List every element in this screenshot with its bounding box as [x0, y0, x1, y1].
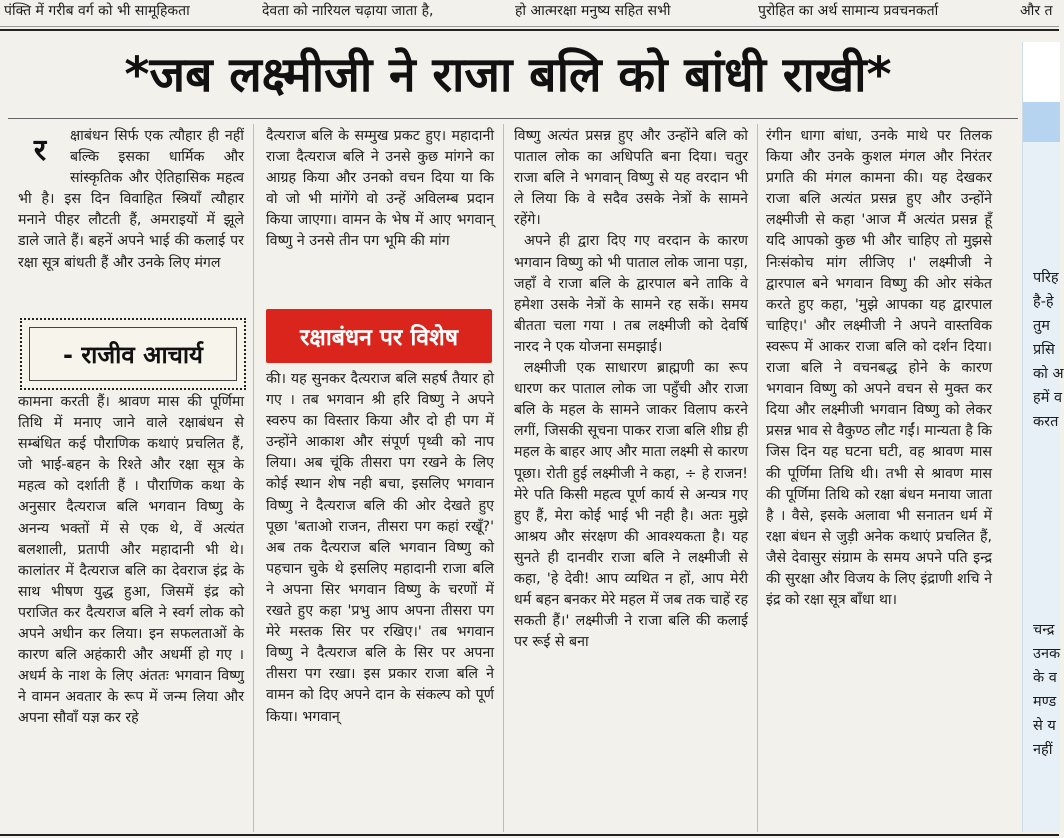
strip-text-2: देवता को नारियल चढ़ाया जाता है,: [262, 3, 434, 19]
headline-rule: [8, 118, 1018, 119]
sidebar-fragment: चन्द्र: [1033, 622, 1055, 638]
sidebar-fragment: के व: [1033, 670, 1057, 686]
byline-author: - राजीव आचार्य: [63, 340, 203, 369]
previous-article-strip: [0, 0, 1059, 27]
column-1-bottom: [18, 392, 244, 832]
strip-text-3: हो आत्मरक्षा मनुष्य सहित सभी: [515, 3, 671, 19]
column-2-top: [266, 126, 494, 296]
strip-text-4: पुरोहित का अर्थ सामान्य प्रवचनकर्ता: [758, 3, 939, 19]
sidebar-fragment: को अ: [1033, 366, 1064, 382]
sidebar-fragment: उनक: [1033, 646, 1061, 662]
column-3-para-2: अपने ही द्वारा दिए गए वरदान के कारण भगवान विष्णु को भी पाताल लोक जाना पड़ा, जहाँ वे राजा बलि के द्वारपाल बने ताकि वे हमेशा उसके नेत्रों के सामने रह सकें। समय बीतता चला गया । तब लक्ष्मीजी को देवर्षि नारद ने एक योजना समझाई।: [514, 233, 748, 355]
top-rule: [0, 29, 1059, 31]
byline-frame: [29, 327, 237, 381]
sidebar-fragment: प्रसि: [1033, 342, 1055, 358]
byline-box: [20, 318, 246, 390]
column-2-bottom: [266, 369, 494, 833]
headline: *जब लक्ष्मीजी ने राजा बलि को बांधी राखी*: [124, 47, 892, 103]
column-4-para-1: रंगीन धागा बांधा, उनके माथे पर तिलक किया और उनके कुशल मंगल और निरंतर प्रगति की मंगल कामना की। यह देखकर राजा बलि अत्यंत प्रसन्न हुए और उन्होंने लक्ष्मीजी से कहा 'आज मैं अत्यंत प्रसन्न हूँ यदि आपको कुछ भी और चाहिए तो मुझसे निःसंकोच मांग लीजिए ।' लक्ष्मीजी ने द्वारपाल बने भगवान विष्णु की ओर संकेत करते हुए कहा, 'मुझे आपका यह द्वारपाल चाहिए।' और लक्ष्मीजी ने अपने वास्तविक स्वरूप में आकर राजा बलि को दर्शन दिया। राजा बलि ने वचनबद्ध होने के कारण भगवान विष्णु को अपने वचन से मुक्त कर दिया और लक्ष्मीजी भगवान विष्णु को लेकर प्रसन्न भाव से वैकुण्ठ लौट गईं। मान्यता है कि जिस दिन यह घटना घटी, वह श्रावण मास की पूर्णिमा तिथि थी। तभी से श्रावण मास की पूर्णिमा तिथि को रक्षा बंधन मनाया जाता है । वैसे, इसके अलावा भी सनातन धर्म में रक्षा बंधन से जुड़ी अनेक कथाएं प्रचलित हैं, जैसे देवासुर संग्राम के समय अपने पति इन्द्र की सुरक्षा और विजय के लिए इंद्राणी शचि ने इंद्र को रक्षा सूत्र बाँधा था।: [766, 128, 992, 609]
column-1-top-text: क्षाबंधन सिर्फ एक त्यौहार ही नहीं बल्कि इसका धार्मिक और सांस्कृतिक और ऐतिहासिक महत्व भी है। इस दिन विवाहित स्त्रियाँ त्यौहार मनाने पीहर लौटती हैं, अमराइयों में झूले डाले जाते हैं। बहनें अपने भाई की कलाई पर रक्षा सूत्र बांधती हैं और उनके लिए मंगल: [18, 128, 244, 271]
sidebar-fragment: परिह: [1033, 270, 1059, 286]
sidebar-fragment: तुम: [1033, 318, 1050, 334]
column-divider: [757, 124, 758, 832]
column-3-para-1: विष्णु अत्यंत प्रसन्न हुए और उन्होंने बलि को पाताल लोक का अधिपति बना दिया। चतुर राजा बलि ने भगवान् विष्णु से यह वरदान भी ले लिया कि वे सदैव उसके नेत्रों के सामने रहेंगे।: [514, 128, 748, 229]
drop-cap: र: [33, 133, 47, 168]
column-3: [514, 126, 748, 832]
strip-text-5: और त: [1020, 3, 1053, 19]
column-1-top: [18, 126, 244, 312]
sidebar-fragment: है-हे: [1033, 294, 1054, 310]
sidebar-header-blank: [1023, 42, 1060, 102]
section-banner: [266, 309, 492, 363]
column-1-bottom-text: कामना करती हैं। श्रावण मास की पूर्णिमा तिथि में मनाए जाने वाले रक्षाबंधन से सम्बंधित कई पौराणिक कथाएं प्रचलित हैं, जो भाई-बहन के रिश्ते और रक्षा सूत्र के महत्व को दर्शाती हैं । पौराणिक कथा के अनुसार दैत्यराज बलि भगवान विष्णु के अनन्य भक्तों में से एक थे, वें अत्यंत बलशाली, प्रतापी और महादानी भी थे। कालांतर में दैत्यराज बलि का देवराज इंद्र के साथ भीषण युद्ध हुआ, जिसमें इंद्र को पराजित कर दैत्यराज बलि ने स्वर्ग लोक को अपने अधीन कर लिया। इन सफलताओं के कारण बलि अहंकारी और अधर्मी हो गए । अधर्म के नाश के लिए अंततः भगवान विष्णु ने वामन अवतार के रूप में जन्म लिया और अपना सौवाँ यज्ञ कर रहे: [18, 394, 244, 727]
column-divider: [503, 124, 504, 832]
sidebar-fragment: नहीं: [1033, 742, 1053, 758]
sidebar-header-band: [1023, 102, 1060, 142]
column-2-top-text: दैत्यराज बलि के सम्मुख प्रकट हुए। महादानी राजा दैत्यराज बलि ने उनसे कुछ मांगने का आग्रह किया और उनको वचन दिया या कि वो जो भी मांगेंगे वो उन्हें अविलम्ब प्रदान किया जाएगा। वामन के भेष में आए भगवान् विष्णु ने उनसे तीन पग भूमि की मांग: [266, 128, 494, 250]
section-banner-label: रक्षाबंधन पर विशेष: [299, 325, 459, 351]
column-3-para-3: लक्ष्मीजी एक साधारण ब्राह्मणी का रूप धारण कर पाताल लोक जा पहुँची और राजा बलि के महल के सामने जाकर विलाप करने लगीं, जिसकी सूचना पाकर राजा बलि शीघ्र ही महल के बाहर आए और माता लक्ष्मी से कारण पूछा। रोती हुई लक्ष्मीजी ने कहा, ÷ हे राजन! मेरे पति किसी महत्व पूर्ण कार्य से अन्यत्र गए हुए हैं, मेरा कोई भाई भी नही है। अतः मुझे आश्रय और संरक्षण की आवश्यकता है। यह सुनते ही दानवीर राजा बलि ने लक्ष्मीजी से कहा, 'हे देवी! आप व्यथित न हों, आप मेरी धर्म बहन बनकर मेरे महल में जब तक चाहें रह सकती हैं।' लक्ष्मीजी ने राजा बलि की कलाई पर रूई से बना: [514, 360, 748, 651]
sidebar-fragment: मण्ड: [1033, 694, 1057, 710]
sidebar-fragment: से य: [1033, 718, 1056, 734]
bottom-rule: [0, 834, 1059, 836]
column-4: [766, 126, 992, 832]
column-divider: [253, 124, 254, 832]
sidebar-fragment: करत: [1033, 414, 1059, 430]
adjacent-article-sidebar: [1022, 42, 1064, 832]
sidebar-fragment: हमें व: [1033, 390, 1063, 406]
column-2-bottom-text: की। यह सुनकर दैत्यराज बलि सहर्ष तैयार हो गए । तब भगवान श्री हरि विष्णु ने अपने स्वरुप का विस्तार किया और दो ही पग में उन्होंने आकाश और संपूर्ण पृथ्वी को नाप लिया। अब चूंकि तीसरा पग रखने के लिए कोई स्थान शेष नही बचा, इसलिए भगवान विष्णु ने दैत्यराज बलि की ओर देखते हुए पूछा 'बताओ राजन, तीसरा पग कहां रखूँ?' अब तक दैत्यराज बलि भगवान विष्णु को पहचान चुके थे इसलिए महादानी राजा बलि ने अपना सिर भगवान विष्णु के चरणों में रखते हुए कहा 'प्रभु आप अपना तीसरा पग मेरे मस्तक सिर पर रखिए।' तब भगवान विष्णु ने दैत्यराज बलि के सिर पर अपना तीसरा पग रखा। इस प्रकार राजा बलि ने वामन को दिए अपने दान के संकल्प को पूर्ण किया। भगवान्: [266, 371, 494, 725]
strip-text-1: पंक्ति में गरीब वर्ग को भी सामूहिकता: [4, 3, 190, 19]
